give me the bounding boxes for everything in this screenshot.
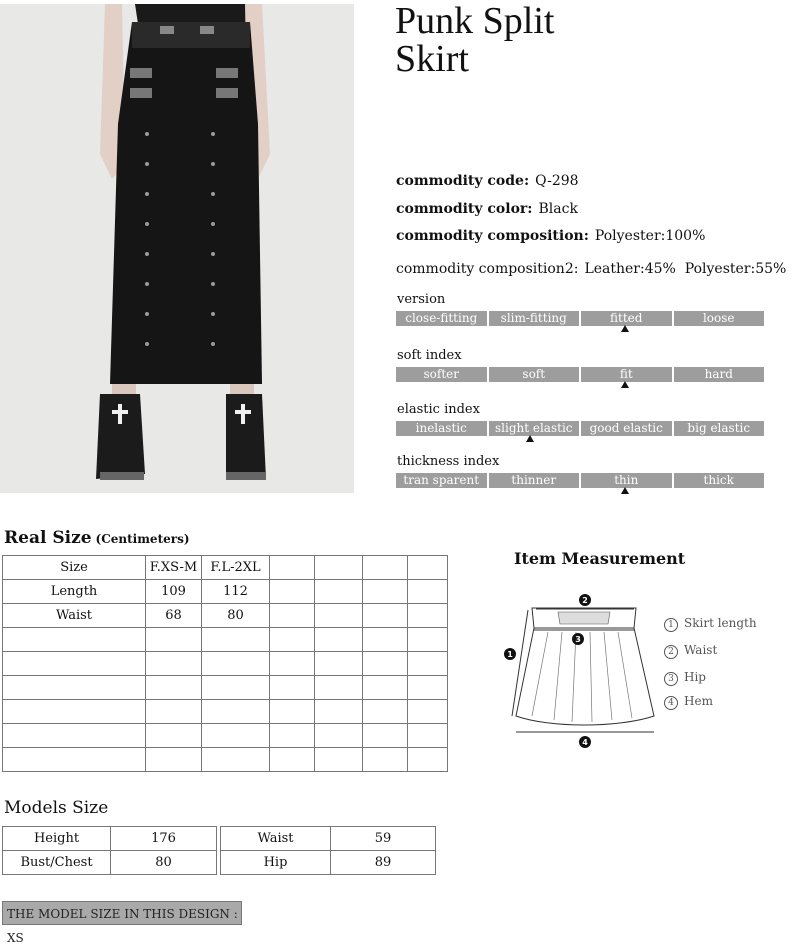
table-cell	[363, 724, 408, 748]
index-title-soft: soft index	[397, 348, 462, 363]
table-cell: 80	[111, 851, 217, 875]
table-cell	[408, 724, 448, 748]
index-option: big elastic	[674, 421, 765, 436]
index-option: slight elastic	[489, 421, 580, 436]
table-row	[3, 580, 448, 604]
index-option: thinner	[489, 473, 580, 488]
table-cell: Bust/Chest	[3, 851, 111, 875]
table-cell	[408, 556, 448, 580]
info-value: Polyester:100%	[594, 228, 706, 244]
table-cell	[270, 724, 315, 748]
table-cell	[202, 628, 270, 652]
index-bar-thickness	[396, 473, 764, 488]
table-cell	[270, 604, 315, 628]
real-size-unit: (Centimeters)	[95, 532, 190, 546]
table-cell: 59	[331, 827, 436, 851]
table-cell	[270, 628, 315, 652]
table-cell	[315, 604, 363, 628]
index-option: thin	[581, 473, 672, 488]
info-label: commodity code:	[396, 173, 530, 189]
index-title-elastic: elastic index	[397, 402, 480, 417]
table-cell	[363, 700, 408, 724]
table-cell	[146, 724, 202, 748]
models-table-right	[220, 826, 436, 875]
table-cell	[3, 748, 146, 772]
info-value: Q-298	[535, 173, 579, 189]
table-cell	[202, 676, 270, 700]
index-marker-icon	[526, 435, 534, 442]
skirt-model-illustration	[0, 4, 354, 493]
legend-hem: 4 Hem	[664, 694, 713, 710]
info-commodity-composition2	[396, 261, 786, 277]
info-label: commodity color:	[396, 201, 533, 217]
real-size-heading	[4, 528, 190, 548]
index-marker-icon	[621, 325, 629, 332]
table-cell	[315, 556, 363, 580]
product-title-line1: Punk Split	[395, 0, 555, 42]
table-cell: Size	[3, 556, 146, 580]
table-cell	[363, 604, 408, 628]
badge-3: 3	[575, 635, 581, 644]
skirt-measurement-diagram	[498, 588, 663, 753]
index-marker-icon	[621, 381, 629, 388]
table-cell	[202, 700, 270, 724]
table-cell: Waist	[3, 604, 146, 628]
table-row	[221, 851, 436, 875]
table-cell	[363, 628, 408, 652]
index-option: loose	[674, 311, 765, 326]
info-value: Leather:45% Polyester:55%	[584, 261, 787, 277]
index-option: tran sparent	[396, 473, 487, 488]
table-row	[3, 724, 448, 748]
table-cell	[315, 652, 363, 676]
models-size-title: Models Size	[4, 798, 109, 818]
table-cell	[3, 628, 146, 652]
table-cell	[363, 748, 408, 772]
table-cell	[315, 580, 363, 604]
table-cell: Height	[3, 827, 111, 851]
table-cell	[270, 580, 315, 604]
table-cell: 89	[331, 851, 436, 875]
index-option: inelastic	[396, 421, 487, 436]
size-table	[2, 555, 448, 772]
index-bar-soft	[396, 367, 764, 382]
index-option: fitted	[581, 311, 672, 326]
info-commodity-composition	[396, 228, 705, 244]
table-cell	[202, 748, 270, 772]
info-label: commodity composition:	[396, 228, 589, 244]
table-cell	[408, 580, 448, 604]
index-option: soft	[489, 367, 580, 382]
table-row	[3, 851, 217, 875]
index-bar-version	[396, 311, 764, 326]
table-cell: 109	[146, 580, 202, 604]
table-cell	[270, 652, 315, 676]
table-cell	[315, 628, 363, 652]
legend-waist: 2 Waist	[664, 643, 717, 659]
index-title-thickness: thickness index	[397, 454, 500, 469]
table-cell	[408, 748, 448, 772]
index-option: slim-fitting	[489, 311, 580, 326]
table-cell	[146, 700, 202, 724]
table-cell: 112	[202, 580, 270, 604]
badge-2: 2	[582, 596, 588, 605]
index-marker-icon	[621, 487, 629, 494]
index-title-version: version	[397, 292, 446, 307]
table-cell	[408, 604, 448, 628]
table-cell	[270, 700, 315, 724]
info-label: commodity composition2:	[396, 261, 579, 277]
table-cell	[3, 724, 146, 748]
table-cell	[3, 700, 146, 724]
info-commodity-code	[396, 173, 579, 189]
product-photo	[0, 4, 354, 493]
table-row	[3, 748, 448, 772]
table-cell	[3, 676, 146, 700]
table-cell	[408, 700, 448, 724]
table-row	[3, 700, 448, 724]
product-title	[395, 2, 554, 78]
index-option: hard	[674, 367, 765, 382]
table-cell: Length	[3, 580, 146, 604]
table-cell: 176	[111, 827, 217, 851]
index-option: good elastic	[581, 421, 672, 436]
table-row	[3, 604, 448, 628]
index-option: close-fitting	[396, 311, 487, 326]
table-row	[3, 628, 448, 652]
table-cell	[315, 700, 363, 724]
table-cell	[363, 652, 408, 676]
table-cell	[315, 724, 363, 748]
table-cell	[408, 676, 448, 700]
info-commodity-color	[396, 201, 578, 217]
table-cell: 68	[146, 604, 202, 628]
table-cell: 80	[202, 604, 270, 628]
table-cell	[408, 652, 448, 676]
legend-hip: 3 Hip	[664, 670, 706, 686]
table-cell: Hip	[221, 851, 331, 875]
table-row	[3, 827, 217, 851]
table-cell	[363, 580, 408, 604]
table-cell	[202, 724, 270, 748]
table-cell	[363, 556, 408, 580]
index-option: softer	[396, 367, 487, 382]
badge-1: 1	[507, 650, 513, 659]
table-header-row	[3, 556, 448, 580]
table-cell: Waist	[221, 827, 331, 851]
table-row	[3, 652, 448, 676]
table-cell: F.L-2XL	[202, 556, 270, 580]
index-bar-elastic	[396, 421, 764, 436]
table-cell	[146, 748, 202, 772]
table-cell	[146, 628, 202, 652]
product-title-line2: Skirt	[395, 38, 469, 80]
table-cell	[3, 652, 146, 676]
table-cell	[363, 676, 408, 700]
table-cell	[315, 676, 363, 700]
index-option: fit	[581, 367, 672, 382]
model-size-note: THE MODEL SIZE IN THIS DESIGN : XS	[2, 901, 242, 925]
table-cell	[270, 676, 315, 700]
table-row	[3, 676, 448, 700]
table-cell	[146, 676, 202, 700]
table-cell	[146, 652, 202, 676]
table-cell	[270, 748, 315, 772]
table-cell	[408, 628, 448, 652]
table-cell	[202, 652, 270, 676]
legend-skirt-length: 1 Skirt length	[664, 616, 757, 632]
models-table-left	[2, 826, 217, 875]
table-cell	[270, 556, 315, 580]
index-option: thick	[674, 473, 765, 488]
item-measurement-title: Item Measurement	[514, 549, 686, 568]
info-value: Black	[538, 201, 578, 217]
real-size-title: Real Size	[4, 528, 92, 548]
badge-4: 4	[582, 738, 588, 747]
table-cell	[315, 748, 363, 772]
table-row	[221, 827, 436, 851]
table-cell: F.XS-M	[146, 556, 202, 580]
